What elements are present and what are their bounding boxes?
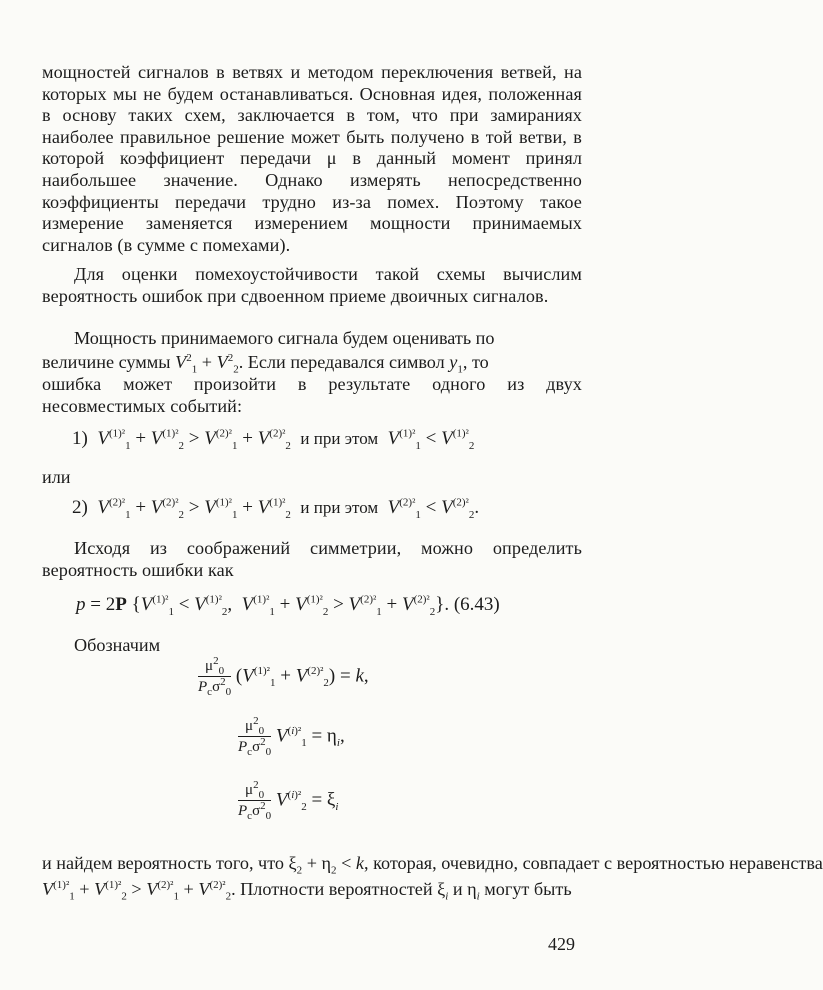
paragraph-3-text-a: Мощность принимаемого сигнала будем оценивать по [74, 328, 495, 348]
power-inequality: $V^{(1)^2}_1 + V^{(1)^2}_2 > V^{(2)^2}_1 + V^{(2)^2}_2$ [42, 878, 232, 903]
paragraph-3-line-1 [42, 327, 582, 349]
case-1-formula: 1) $V^{(1)^2}_1 + V^{(1)^2}_2 > V^{(2)^2}_1 + V^{(2)^2}_2$ и при этом $V^{(1)^2}_1 < V^{(1)^2}_2$ [72, 427, 475, 452]
case-2-formula: 2) $V^{(2)^2}_1 + V^{(2)^2}_2 > V^{(1)^2}_1 + V^{(1)^2}_2$ и при этом $V^{(2)^2}_1 < V^{(2)^2}_2$. [72, 496, 480, 521]
paragraph-4: Исходя из соображений симметрии, можно определить вероятность ошибки как [42, 538, 582, 580]
equation-number: (6.43) [453, 594, 500, 615]
definition-eta: $\frac{\mu^2_0}{P_c\sigma^2_0}$ $V^{(i)^2}_1 = \eta_i$, [238, 715, 345, 758]
xi-i-symbol: $\xi_i$ [437, 879, 449, 903]
denote-word: Обозначим [74, 635, 161, 655]
paragraph-5-text-e: могут быть [484, 879, 572, 899]
paragraph-3-text-e: ошибка может произойти в результате одного из двух несовместимых событий: [42, 374, 582, 416]
case-2-and-this: и при этом [300, 498, 379, 517]
equation-6-43: p = 2P {$V^{(1)^2}_1 < V^{(1)^2}_2$, $V^{(1)^2}_1 + V^{(1)^2}_2 > V^{(2)^2}_1 + V^{(2)^2}_2$}. (6.43) [76, 593, 500, 618]
case-1-and-this: и при этом [300, 429, 379, 448]
sum-formula: $V^2_1 + V^2_2$ [175, 351, 239, 376]
case-2-label: 2) [72, 497, 88, 518]
case-1-label: 1) [72, 428, 88, 449]
eta-i-symbol: $\eta_i$ [467, 879, 480, 903]
paragraph-5-text-a: и найдем вероятность того, что [42, 853, 284, 873]
symbol-y1: $y_1$ [449, 352, 463, 376]
paragraph-2: Для оценки помехоустойчивости такой схемы вычислим вероятность ошибок при сдвоенном приеме двоичных сигналов. [42, 264, 582, 306]
paragraph-1: мощностей сигналов в ветвях и методом переключения ветвей, на которых мы не будем останавливаться. Основная идея, положенная в основу таких схем, заключается в том, что при замираниях наиболее правильное решение может быть получено в той ветви, в которой коэффициент передачи μ в данный момент принял наибольшее значение. Однако измерять непосредственно коэффициенты передачи трудно из-за помех. Поэтому такое измерение заменяется измерением мощности принимаемых сигналов (в сумме с помехами). [42, 62, 582, 255]
paragraph-5-text-c: . Плотности вероятностей [231, 879, 433, 899]
definition-k: $\frac{\mu^2_0}{P_c\sigma^2_0}$ $(V^{(1)^2}_1 + V^{(2)^2}_2) = k$, [198, 655, 369, 698]
xi-eta-inequality: $\xi_2 + \eta_2 < k$ [288, 853, 364, 877]
paragraph-5-line-2 [42, 876, 602, 903]
paragraph-5-text-d: и [452, 879, 463, 899]
paragraph-3-text-b: величине суммы [42, 352, 171, 372]
paragraph-3-line-2 [42, 351, 582, 376]
page-number: 429 [548, 934, 575, 954]
paragraph-3-text-c: . Если передавался символ [238, 352, 445, 372]
paragraph-5-line-1 [42, 852, 823, 877]
definition-xi: $\frac{\mu^2_0}{P_c\sigma^2_0}$ $V^{(i)^2}_2 = \xi_i$ [238, 779, 339, 822]
paragraph-3-text-d: , то [462, 352, 489, 372]
paragraph-5-text-b: , которая, очевидно, совпадает с вероятностью неравенства [363, 853, 823, 873]
or-word: или [42, 467, 71, 487]
